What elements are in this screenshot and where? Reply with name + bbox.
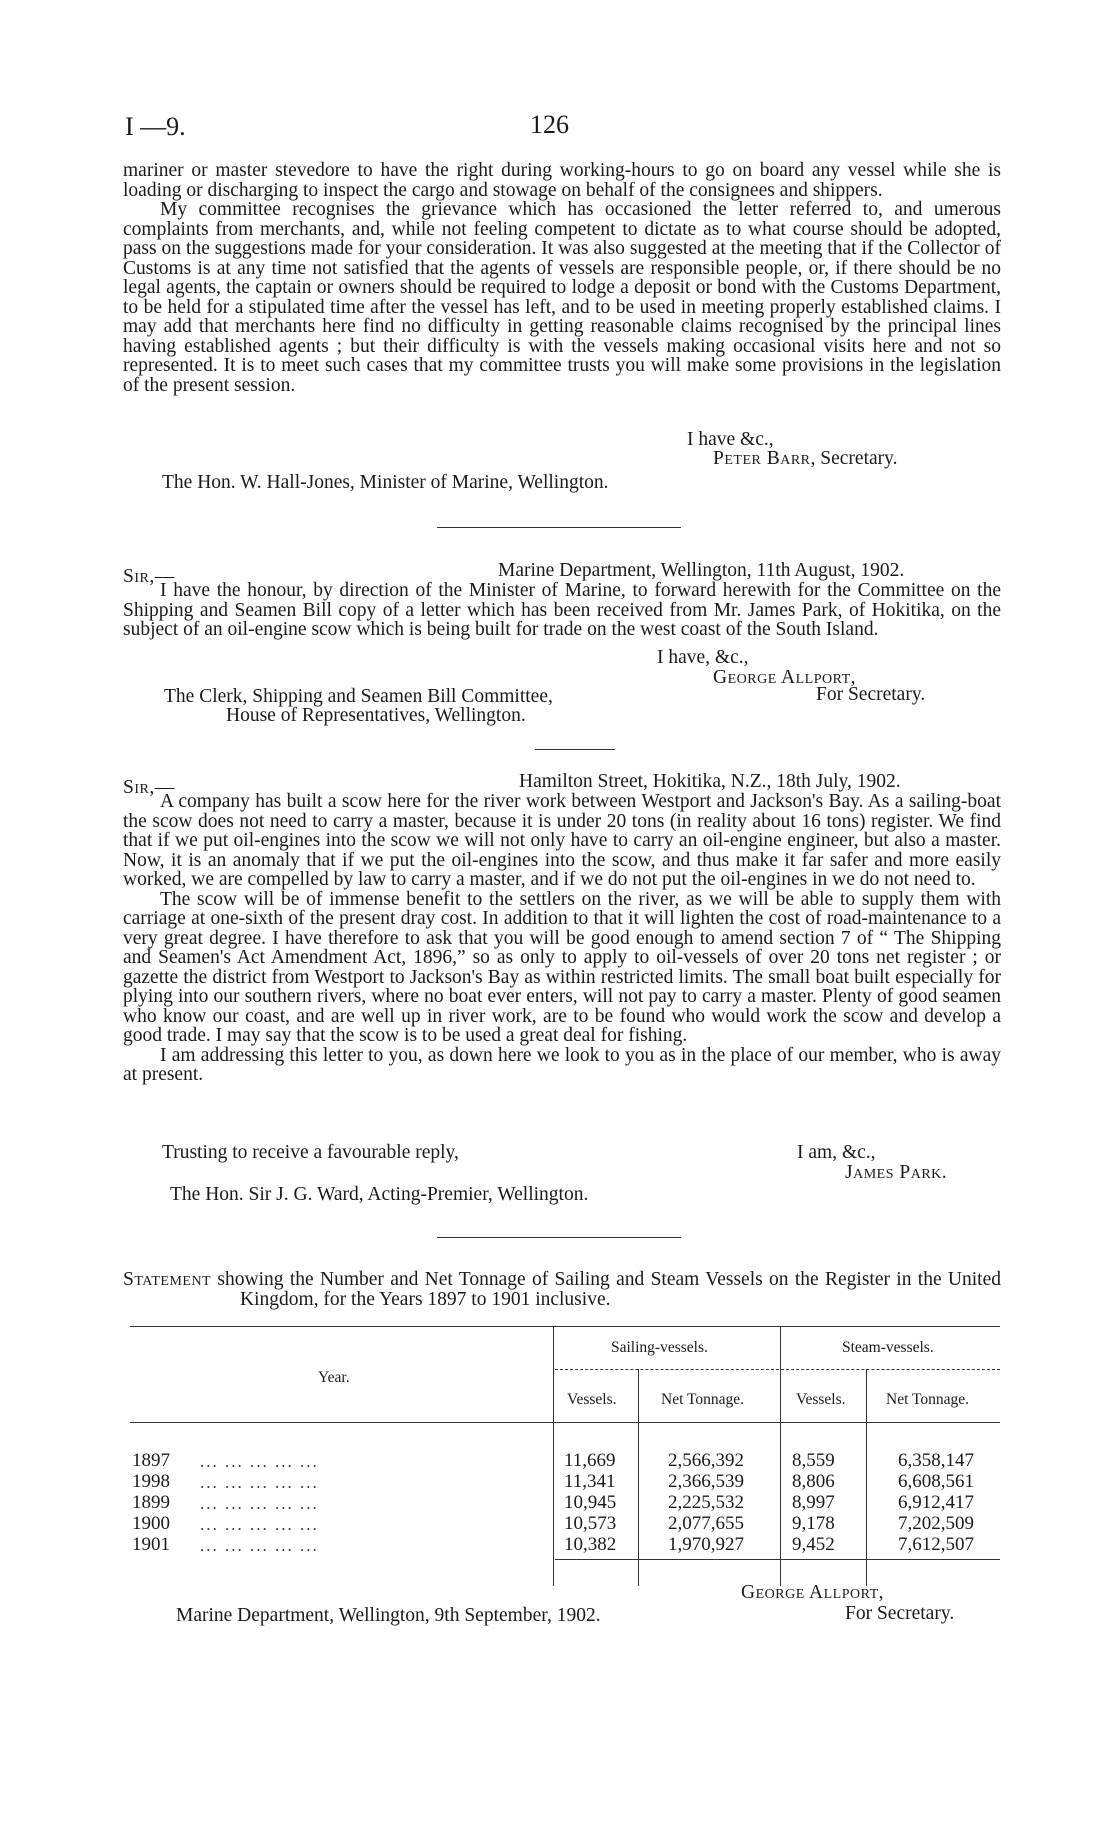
row-steam-tonnage: 6,912,417	[898, 1492, 974, 1513]
section-divider	[535, 749, 615, 750]
row-steam-tonnage: 7,202,509	[898, 1513, 974, 1534]
row-year: 1900	[132, 1513, 170, 1534]
column-header-steam-vessels: Vessels.	[796, 1391, 846, 1408]
page-number: 126	[530, 110, 569, 139]
row-steam-tonnage: 6,358,147	[898, 1450, 974, 1471]
letter3-closing: I am, &c.,	[797, 1142, 876, 1163]
column-header-sail-vessels: Vessels.	[567, 1391, 617, 1408]
table-divider	[553, 1326, 554, 1586]
letter1-signature	[713, 449, 898, 469]
table-subheader-rule	[555, 1369, 1000, 1370]
column-group-steam: Steam-vessels.	[842, 1339, 934, 1356]
row-sail-vessels: 10,573	[564, 1513, 617, 1534]
letter1-paragraph-1: mariner or master stevedore to have the right during working-hours to go on board any vessel while she is loading or discharging to inspect the cargo and stowage on behalf of the consignees and shippers.	[123, 160, 1001, 201]
table-top-rule	[130, 1326, 1000, 1327]
table-divider	[780, 1326, 781, 1586]
letter2-salutation: Sir,—	[123, 566, 175, 587]
row-sail-tonnage: 2,077,655	[668, 1513, 744, 1534]
letter1-addressee: The Hon. W. Hall-Jones, Minister of Marine, Wellington.	[162, 472, 609, 493]
letter3-paragraph-4: Trusting to receive a favourable reply,	[162, 1142, 459, 1163]
statement-footer-place: Marine Department, Wellington, 9th September, 1902.	[176, 1605, 601, 1626]
letter2-paragraph: I have the honour, by direction of the Minister of Marine, to forward herewith for the Committee on the Shipping and Seamen Bill copy of a letter which has been received from Mr. James Park, of Hokitika, on the subject of an oil-engine scow which is being built for trade on the west coast of the South Island.	[123, 580, 1001, 640]
column-header-sail-tonnage: Net Tonnage.	[661, 1391, 744, 1408]
letter2-dateline: Marine Department, Wellington, 11th August, 1902.	[498, 560, 905, 581]
leader-dots: ... ... ... ... ...	[200, 1536, 319, 1555]
row-steam-vessels: 8,559	[792, 1450, 835, 1471]
letter1-body	[123, 161, 1001, 395]
letter3-paragraph-3: I am addressing this letter to you, as down here we look to you as in the place of our member, who is away at present.	[123, 1044, 1001, 1085]
row-sail-tonnage: 2,366,539	[668, 1471, 744, 1492]
letter2-signature-name: George Allport,	[713, 667, 857, 688]
row-sail-tonnage: 2,225,532	[668, 1492, 744, 1513]
leader-dots: ... ... ... ... ...	[200, 1515, 319, 1534]
row-sail-vessels: 10,382	[564, 1534, 617, 1555]
letter3-addressee: The Hon. Sir J. G. Ward, Acting-Premier, Wellington.	[170, 1184, 589, 1205]
letter3-signature-name: James Park.	[845, 1162, 948, 1183]
table-divider	[866, 1369, 867, 1586]
row-steam-vessels: 9,452	[792, 1534, 835, 1555]
column-header-steam-tonnage: Net Tonnage.	[886, 1391, 969, 1408]
table-divider	[638, 1369, 639, 1586]
letter2-addressee-line2: House of Representatives, Wellington.	[226, 705, 526, 726]
leader-dots: ... ... ... ... ...	[200, 1494, 319, 1513]
letter3-dateline: Hamilton Street, Hokitika, N.Z., 18th July, 1902.	[519, 771, 901, 792]
statement-signature-name: George Allport,	[741, 1582, 885, 1603]
row-steam-vessels: 8,997	[792, 1492, 835, 1513]
leader-dots: ... ... ... ... ...	[200, 1452, 319, 1471]
row-sail-vessels: 11,669	[564, 1450, 616, 1471]
letter1-signature-name: Peter Barr	[713, 448, 811, 469]
statement-title	[123, 1270, 1001, 1310]
row-year: 1901	[132, 1534, 170, 1555]
row-steam-tonnage: 6,608,561	[898, 1471, 974, 1492]
row-sail-vessels: 11,341	[564, 1471, 616, 1492]
row-sail-vessels: 10,945	[564, 1492, 617, 1513]
table-bottom-rule	[555, 1559, 1000, 1560]
letter3-paragraph-2: The scow will be of immense benefit to the settlers on the river, as we will be able to supply them with carriage at one-sixth of the present dray cost. In addition to that it will lighten the cost of road-maintenance to a very great degree. I have therefore to ask that you will be good enough to amend section 7 of “ The Shipping and Seamen's Act Amendment Act, 1896,” so as only to apply to oil-vessels of over 20 tons net register ; or gazette the district from Westport to Jackson's Bay as within restricted limits. The small boat built especially for plying into our southern rivers, where no boat ever enters, will not pay to carry a master. Plenty of good seamen who know our coast, and are well up in river work, are to be found who would work the scow and develop a good trade. I may say that the scow is to be used a great deal for fishing.	[123, 888, 1001, 1046]
section-divider	[437, 1237, 681, 1238]
row-steam-tonnage: 7,612,507	[898, 1534, 974, 1555]
row-year: 1899	[132, 1492, 170, 1513]
leader-dots: ... ... ... ... ...	[200, 1473, 319, 1492]
column-header-year: Year.	[318, 1369, 350, 1386]
row-year: 1897	[132, 1450, 170, 1471]
row-steam-vessels: 8,806	[792, 1471, 835, 1492]
row-year: 1998	[132, 1471, 170, 1492]
letter1-signature-title: , Secretary.	[810, 448, 898, 469]
row-sail-tonnage: 1,970,927	[668, 1534, 744, 1555]
row-sail-tonnage: 2,566,392	[668, 1450, 744, 1471]
statement-title-lead: Statement	[123, 1269, 212, 1290]
letter2-closing: I have, &c.,	[657, 647, 749, 668]
letter2-addressee-line1: The Clerk, Shipping and Seamen Bill Committee,	[164, 686, 553, 707]
letter2-body	[123, 581, 1001, 640]
table-header-rule	[130, 1422, 1000, 1423]
row-steam-vessels: 9,178	[792, 1513, 835, 1534]
letter1-closing: I have &c.,	[687, 429, 774, 450]
column-group-sailing: Sailing-vessels.	[611, 1339, 708, 1356]
section-divider	[437, 527, 681, 528]
statement-title-text: showing the Number and Net Tonnage of Sailing and Steam Vessels on the Register in the United Kingdom, for the Years 1897 to 1901 inclusive.	[211, 1269, 1001, 1310]
letter2-signature-title: For Secretary.	[816, 684, 926, 705]
statement-signature-title: For Secretary.	[845, 1603, 955, 1624]
document-reference: I —9.	[125, 112, 186, 141]
letter3-paragraph-1: A company has built a scow here for the river work between Westport and Jackson's Bay. As a sailing-boat the scow does not need to carry a master, because it is under 20 tons (in reality about 16 tons) register. We find that if we put oil-engines into the scow we will not only have to carry an oil-engine engineer, but also a master. Now, it is an anomaly that if we put the oil-engines into the scow, and thus make it far safer and more easily worked, we are compelled by law to carry a master, and if we do not put the oil-engines in we do not need to.	[123, 791, 1001, 890]
letter3-body	[123, 792, 1001, 1085]
letter3-salutation: Sir,—	[123, 777, 175, 798]
letter1-paragraph-2: My committee recognises the grievance which has occasioned the letter referred to, and umerous complaints from merchants, and, while not feeling competent to dictate as to what course should be adopted, pass on the suggestions made for your consideration. It was also suggested at the meeting that if the Collector of Customs is at any time not satisfied that the agents of vessels are responsible people, or, if there should be no legal agents, the captain or owners should be required to lodge a deposit or bond with the Customs Department, to be held for a stipulated time after the vessel has left, and to be used in meeting properly established claims. I may add that merchants here find no difficulty in getting reasonable claims recognised by the principal lines having established agents ; but their difficulty is with the vessels making occasional visits here and not so represented. It is to meet such cases that my committee trusts you will make some provisions in the legislation of the present session.	[123, 199, 1001, 396]
